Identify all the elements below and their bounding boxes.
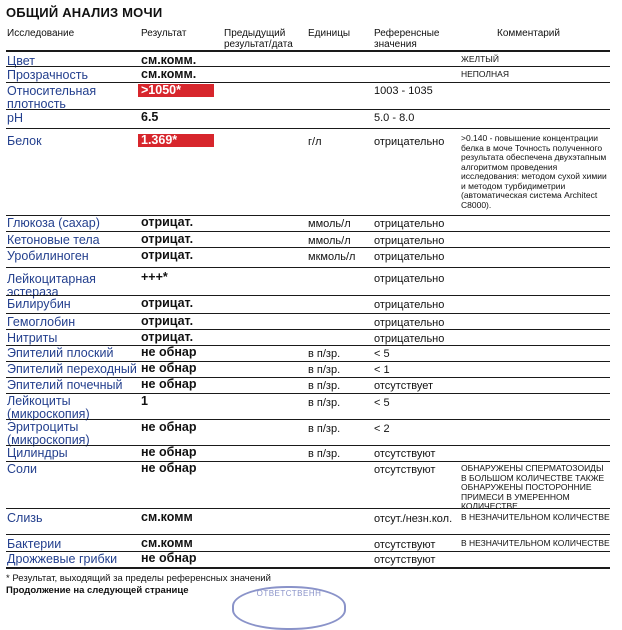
param-nitrites: Нитриты bbox=[7, 331, 58, 345]
comment-mucus: В НЕЗНАЧИТЕЛЬНОМ КОЛИЧЕСТВЕ bbox=[461, 512, 610, 522]
row-divider bbox=[6, 231, 610, 232]
comment-transparency: НЕПОЛНАЯ bbox=[461, 69, 509, 79]
row-divider bbox=[6, 82, 610, 83]
ref-ketones: отрицательно bbox=[374, 235, 445, 247]
param-leukocytes: Лейкоциты (микроскопия) bbox=[7, 394, 90, 421]
header-units: Единицы bbox=[308, 28, 351, 39]
result-bilirubin: отрицат. bbox=[141, 296, 194, 310]
param-color: Цвет bbox=[7, 54, 36, 68]
units-protein: г/л bbox=[308, 136, 322, 148]
result-urobilinogen: отрицат. bbox=[141, 248, 194, 262]
row-divider bbox=[6, 445, 610, 446]
result-erythrocytes: не обнар bbox=[141, 420, 197, 434]
row-divider bbox=[6, 109, 610, 110]
param-glucose: Глюкоза (сахар) bbox=[7, 216, 100, 230]
result-casts: не обнар bbox=[141, 445, 197, 459]
param-urobilinogen: Уробилиноген bbox=[7, 249, 89, 263]
param-leukocyte-esterase: Лейкоцитарная эстераза bbox=[7, 272, 96, 299]
units-transitional-epithelium: в п/зр. bbox=[308, 364, 341, 376]
row-divider bbox=[6, 393, 610, 394]
result-glucose: отрицат. bbox=[141, 215, 194, 229]
ref-transitional-epithelium: < 1 bbox=[374, 364, 390, 376]
ref-bilirubin: отрицательно bbox=[374, 299, 445, 311]
row-divider bbox=[6, 295, 610, 296]
units-renal-epithelium: в п/зр. bbox=[308, 380, 341, 392]
param-renal-epithelium: Эпителий почечный bbox=[7, 378, 123, 392]
ref-bacteria: отсутствуют bbox=[374, 539, 436, 551]
comment-bacteria: В НЕЗНАЧИТЕЛЬНОМ КОЛИЧЕСТВЕ bbox=[461, 538, 610, 548]
result-leukocytes: 1 bbox=[141, 394, 148, 408]
footnote: * Результат, выходящий за пределы референсных значений bbox=[6, 573, 271, 584]
ref-squamous-epithelium: < 5 bbox=[374, 348, 390, 360]
header-divider bbox=[6, 50, 610, 52]
result-transitional-epithelium: не обнар bbox=[141, 361, 197, 375]
result-color: см.комм. bbox=[141, 53, 197, 67]
result-leukocyte-esterase: +++* bbox=[141, 270, 168, 284]
ref-ph: 5.0 - 8.0 bbox=[374, 112, 415, 124]
result-squamous-epithelium: не обнар bbox=[141, 345, 197, 359]
comment-protein: >0.140 - повышение концентрации белка в моче Точность полученного результата обеспечена двухэтапным алгоритмом проведения исследования: методом сухой химии и методом турбидиметрии (автоматическая система Architect C8000). bbox=[461, 133, 607, 210]
result-protein: 1.369* bbox=[138, 134, 214, 147]
page-title: ОБЩИЙ АНАЛИЗ МОЧИ bbox=[6, 5, 163, 20]
row-divider bbox=[6, 419, 610, 420]
result-nitrites: отрицат. bbox=[141, 330, 194, 344]
header-ref: Референсные значения bbox=[374, 28, 440, 50]
comment-salts: ОБНАРУЖЕНЫ СПЕРМАТОЗОИДЫ В БОЛЬШОМ КОЛИЧЕСТВЕ ТАКЖЕ ОБНАРУЖЕНЫ ПОСТОРОННИЕ ПРИМЕСИ В УМЕРЕННОМ КОЛИЧЕСТВЕ bbox=[461, 463, 605, 511]
header-prev: Предыдущий результат/дата bbox=[224, 28, 293, 50]
stamp-text: ОТВЕТСТВЕНН bbox=[256, 589, 322, 598]
continue-note: Продолжение на следующей странице bbox=[6, 585, 189, 596]
stamp-seal bbox=[232, 586, 346, 630]
param-hemoglobin: Гемоглобин bbox=[7, 315, 76, 329]
ref-renal-epithelium: отсутствует bbox=[374, 380, 434, 392]
result-renal-epithelium: не обнар bbox=[141, 377, 197, 391]
ref-erythrocytes: < 2 bbox=[374, 423, 390, 435]
row-divider bbox=[6, 128, 610, 129]
result-bacteria: см.комм bbox=[141, 536, 193, 550]
row-divider bbox=[6, 247, 610, 248]
ref-glucose: отрицательно bbox=[374, 218, 445, 230]
param-bilirubin: Билирубин bbox=[7, 297, 71, 311]
row-divider bbox=[6, 461, 610, 462]
ref-casts: отсутствуют bbox=[374, 448, 436, 460]
param-ketones: Кетоновые тела bbox=[7, 233, 100, 247]
param-erythrocytes: Эритроциты (микроскопия) bbox=[7, 420, 90, 447]
table-bottom-rule bbox=[6, 567, 610, 569]
units-glucose: ммоль/л bbox=[308, 218, 351, 230]
ref-density: 1003 - 1035 bbox=[374, 85, 433, 97]
ref-salts: отсутствуют bbox=[374, 464, 436, 476]
units-leukocytes: в п/зр. bbox=[308, 397, 341, 409]
ref-leukocyte-esterase: отрицательно bbox=[374, 273, 445, 285]
ref-leukocytes: < 5 bbox=[374, 397, 390, 409]
param-ph: pH bbox=[7, 111, 23, 125]
param-protein: Белок bbox=[7, 134, 42, 148]
header-result: Результат bbox=[141, 28, 187, 39]
ref-hemoglobin: отрицательно bbox=[374, 317, 445, 329]
comment-color: ЖЕЛТЫЙ bbox=[461, 54, 499, 64]
ref-urobilinogen: отрицательно bbox=[374, 251, 445, 263]
row-divider bbox=[6, 508, 610, 509]
result-yeast: не обнар bbox=[141, 551, 197, 565]
param-squamous-epithelium: Эпителий плоский bbox=[7, 346, 114, 360]
ref-nitrites: отрицательно bbox=[374, 333, 445, 345]
units-urobilinogen: мкмоль/л bbox=[308, 251, 356, 263]
row-divider bbox=[6, 329, 610, 330]
param-yeast: Дрожжевые грибки bbox=[7, 552, 118, 566]
ref-mucus: отсут./незн.кол. bbox=[374, 513, 453, 525]
ref-protein: отрицательно bbox=[374, 136, 445, 148]
header-param: Исследование bbox=[7, 28, 75, 39]
units-squamous-epithelium: в п/зр. bbox=[308, 348, 341, 360]
result-transparency: см.комм. bbox=[141, 67, 197, 81]
result-hemoglobin: отрицат. bbox=[141, 314, 194, 328]
param-bacteria: Бактерии bbox=[7, 537, 62, 551]
units-erythrocytes: в п/зр. bbox=[308, 423, 341, 435]
param-casts: Цилиндры bbox=[7, 446, 68, 460]
result-mucus: см.комм bbox=[141, 510, 193, 524]
param-salts: Соли bbox=[7, 462, 37, 476]
row-divider bbox=[6, 534, 610, 535]
result-density: >1050* bbox=[138, 84, 214, 97]
row-divider bbox=[6, 66, 610, 67]
param-transitional-epithelium: Эпителий переходный bbox=[7, 362, 137, 376]
ref-yeast: отсутствуют bbox=[374, 554, 436, 566]
header-comment: Комментарий bbox=[497, 28, 560, 39]
result-salts: не обнар bbox=[141, 461, 197, 475]
units-ketones: ммоль/л bbox=[308, 235, 351, 247]
row-divider bbox=[6, 313, 610, 314]
param-transparency: Прозрачность bbox=[7, 68, 88, 82]
param-mucus: Слизь bbox=[7, 511, 43, 525]
result-ketones: отрицат. bbox=[141, 232, 194, 246]
row-divider bbox=[6, 267, 610, 268]
units-casts: в п/зр. bbox=[308, 448, 341, 460]
result-ph: 6.5 bbox=[141, 110, 159, 124]
param-density: Относительная плотность bbox=[7, 84, 97, 111]
